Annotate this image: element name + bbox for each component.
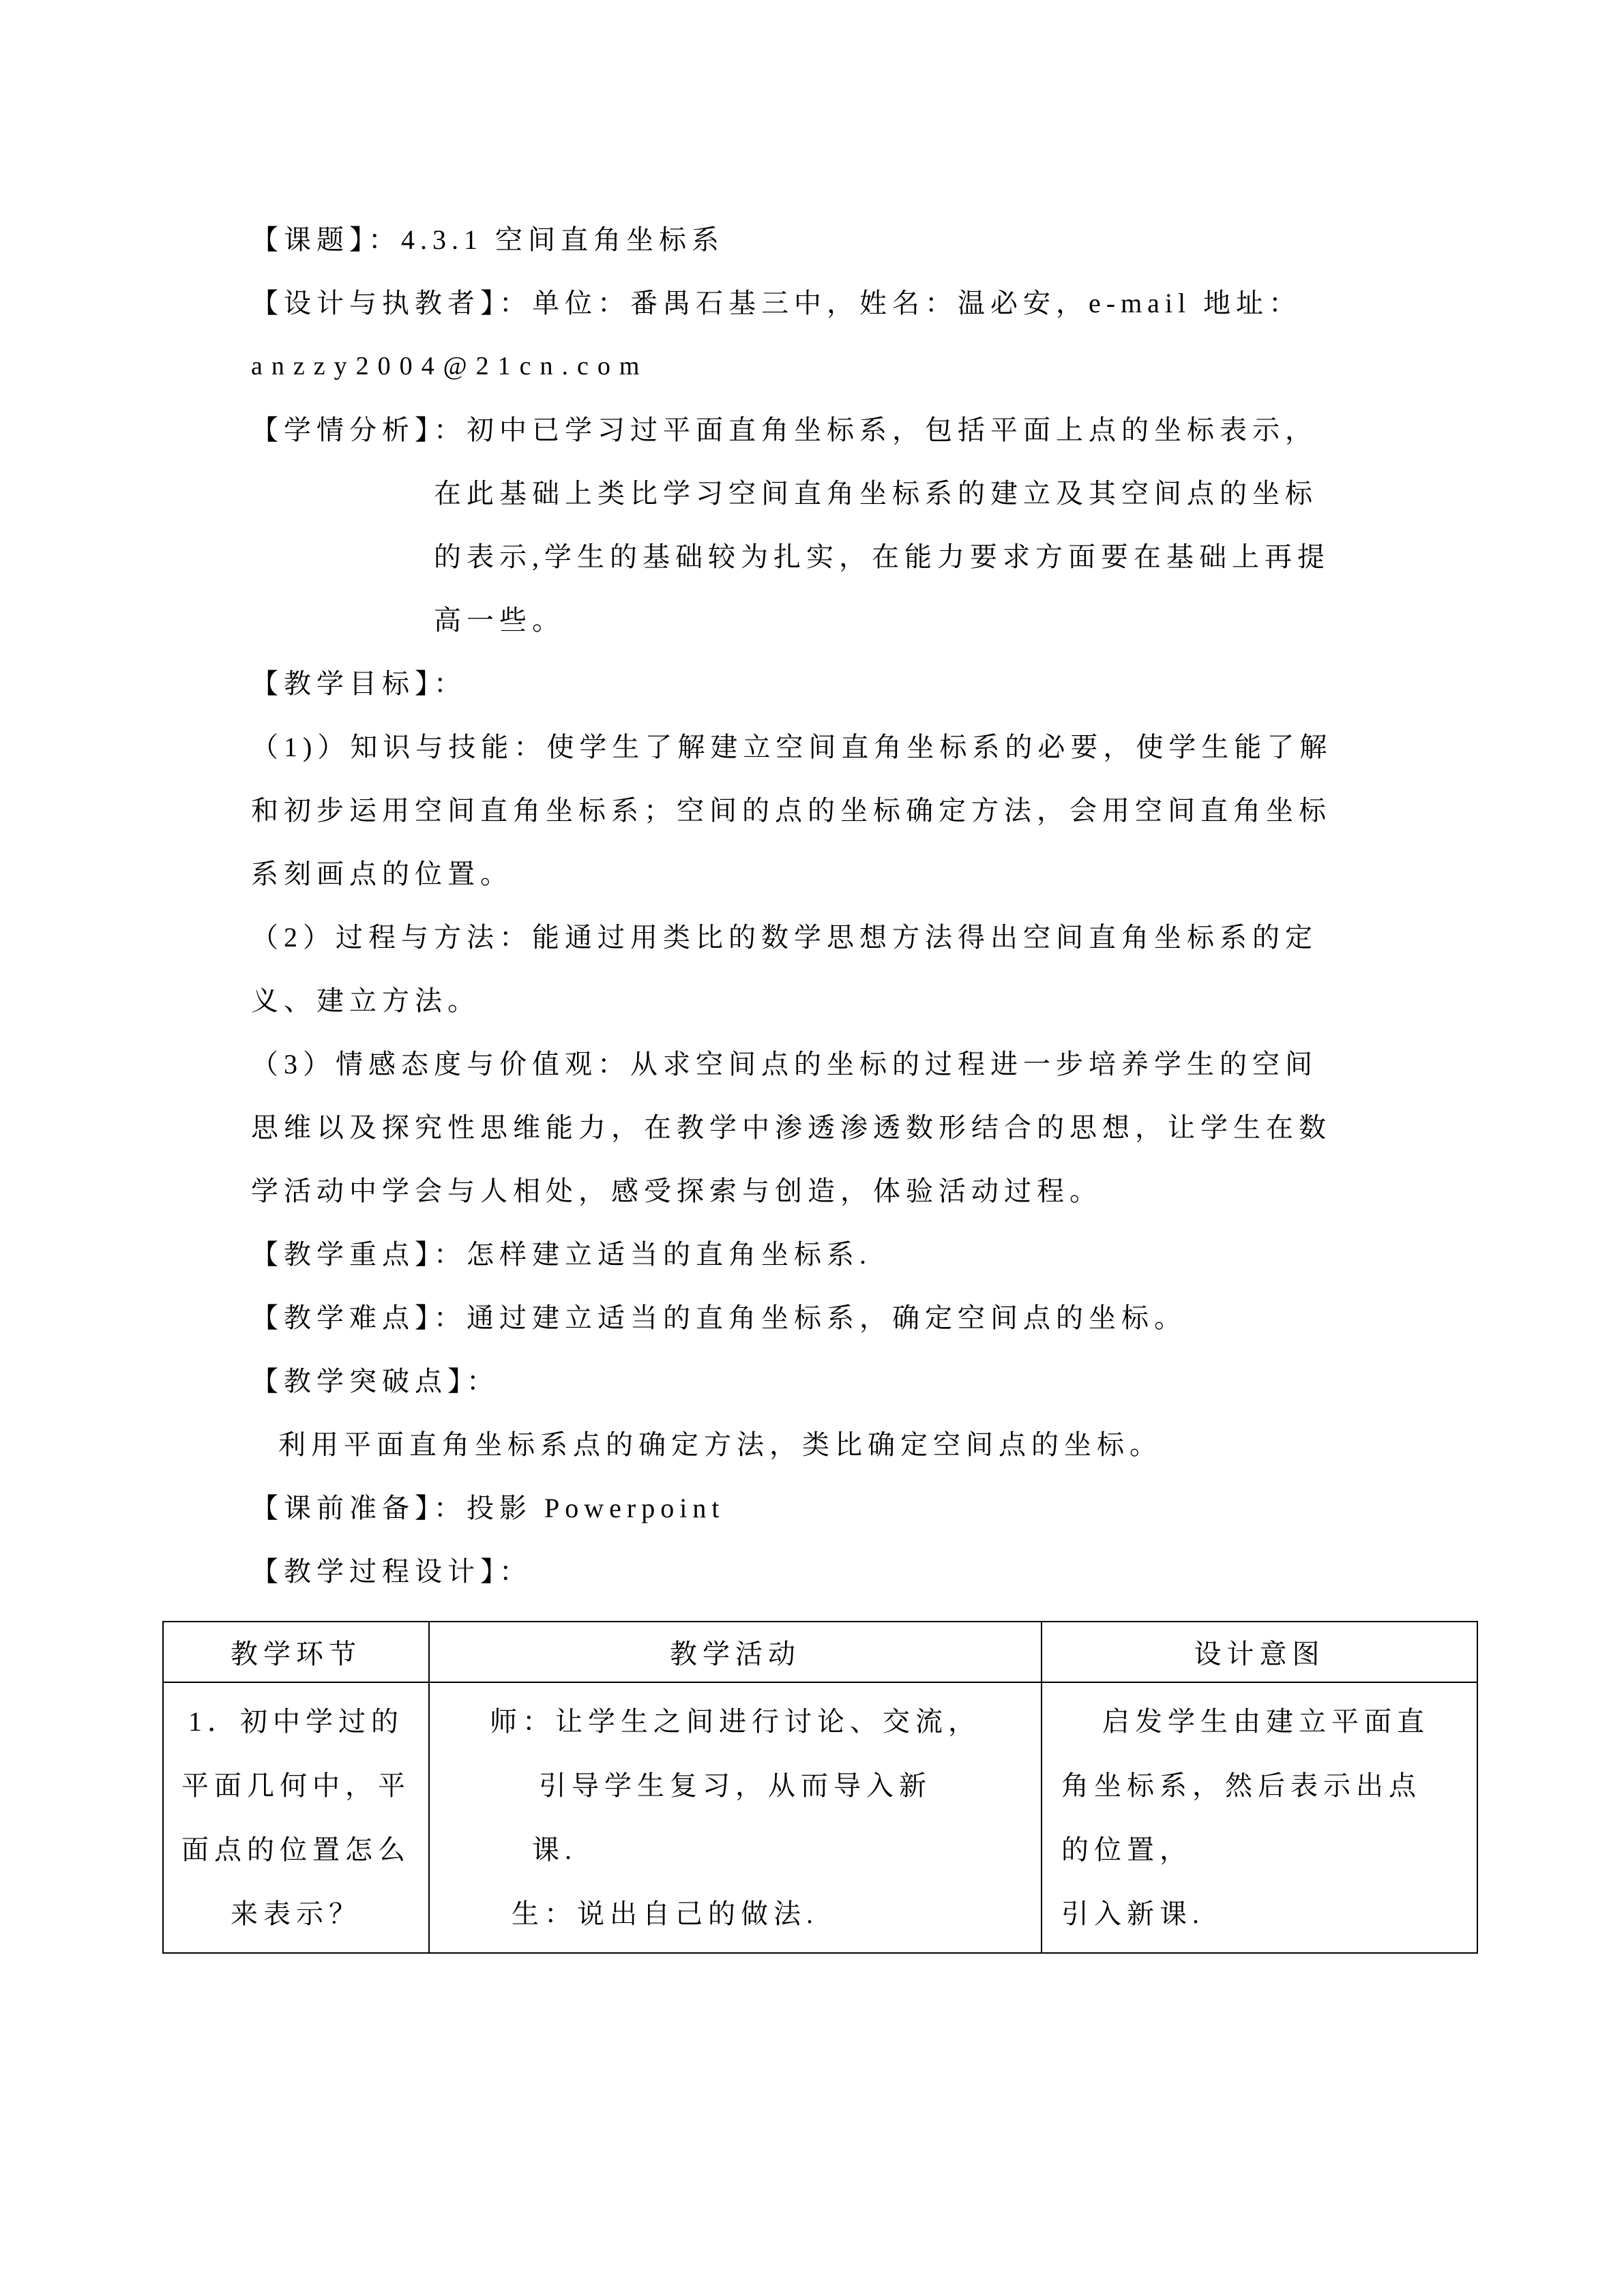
- doc-line: 高一些。: [434, 605, 565, 636]
- doc-line: 的表示,学生的基础较为扎实，在能力要求方面要在基础上再提: [434, 541, 1330, 572]
- cell-line: 启发学生由建立平面直: [1102, 1706, 1430, 1737]
- table-row: [163, 1682, 1477, 1953]
- doc-line: 义、建立方法。: [251, 985, 480, 1016]
- teaching-difficulty-line: 【教学难点】：通过建立适当的直角坐标系，确定空间点的坐标。: [251, 1302, 1187, 1333]
- header-cell-teaching-activity: 教学活动: [429, 1622, 1042, 1682]
- designer-line: 【设计与执教者】：单位：番禺石基三中，姓名：温必安，e-mail 地址：: [251, 288, 1302, 318]
- doc-line: （3）情感态度与价值观：从求空间点的坐标的过程进一步培养学生的空间: [251, 1049, 1318, 1079]
- cell-line: 课.: [532, 1834, 577, 1865]
- doc-line: 系刻画点的位置。: [251, 859, 513, 889]
- doc-line: （1)）知识与技能：使学生了解建立空间直角坐标系的必要，使学生能了解: [251, 732, 1333, 762]
- doc-line: 学活动中学会与人相处，感受探索与创造，体验活动过程。: [251, 1176, 1102, 1206]
- header-cell-design-intent: 设计意图: [1042, 1622, 1477, 1682]
- cell-line: 引入新课.: [1061, 1898, 1205, 1929]
- email-line: anzzy2004@21cn.com: [251, 352, 649, 381]
- cell-line: 的位置，: [1061, 1834, 1192, 1865]
- teaching-goals-heading: 【教学目标】：: [251, 668, 467, 699]
- document-body: [181, 208, 1465, 1954]
- cell-line: 1．初中学过的: [188, 1706, 404, 1737]
- cell-line: 来表示？: [231, 1898, 361, 1929]
- cell-line: 生：说出自己的做法.: [512, 1898, 818, 1929]
- cell-line: 师：让学生之间进行讨论、交流，: [490, 1706, 981, 1737]
- header-cell-teaching-step: 教学环节: [163, 1622, 429, 1682]
- lesson-plan-table: [162, 1621, 1478, 1954]
- doc-line: 利用平面直角坐标系点的确定方法，类比确定空间点的坐标。: [278, 1429, 1162, 1460]
- cell-line: 平面几何中，平: [181, 1770, 411, 1801]
- doc-line: 思维以及探究性思维能力，在教学中渗透渗透数形结合的思想，让学生在数: [251, 1112, 1331, 1143]
- lesson-title-line: 【课题】：4.3.1 空间直角坐标系: [251, 224, 724, 255]
- table-header-row: [163, 1622, 1477, 1682]
- cell-teaching-step: [163, 1682, 429, 1953]
- preparation-line: 【课前准备】：投影 Powerpoint: [251, 1493, 725, 1523]
- doc-line: 和初步运用空间直角坐标系；空间的点的坐标确定方法，会用空间直角坐标: [251, 795, 1331, 826]
- process-design-heading: 【教学过程设计】：: [251, 1556, 532, 1587]
- doc-line: 在此基础上类比学习空间直角坐标系的建立及其空间点的坐标: [434, 478, 1318, 509]
- cell-line: 角坐标系，然后表示出点: [1061, 1770, 1421, 1801]
- learner-analysis-line: 【学情分析】：初中已学习过平面直角坐标系，包括平面上点的坐标表示，: [251, 415, 1318, 445]
- teaching-focus-line: 【教学重点】：怎样建立适当的直角坐标系.: [251, 1239, 872, 1270]
- cell-design-intent: [1042, 1682, 1477, 1953]
- breakthrough-heading: 【教学突破点】：: [251, 1366, 499, 1397]
- doc-line: （2）过程与方法：能通过用类比的数学思想方法得出空间直角坐标系的定: [251, 922, 1318, 953]
- cell-line: 引导学生复习，从而导入新: [539, 1770, 932, 1801]
- cell-line: 面点的位置怎么: [181, 1834, 411, 1865]
- cell-teaching-activity: [429, 1682, 1042, 1953]
